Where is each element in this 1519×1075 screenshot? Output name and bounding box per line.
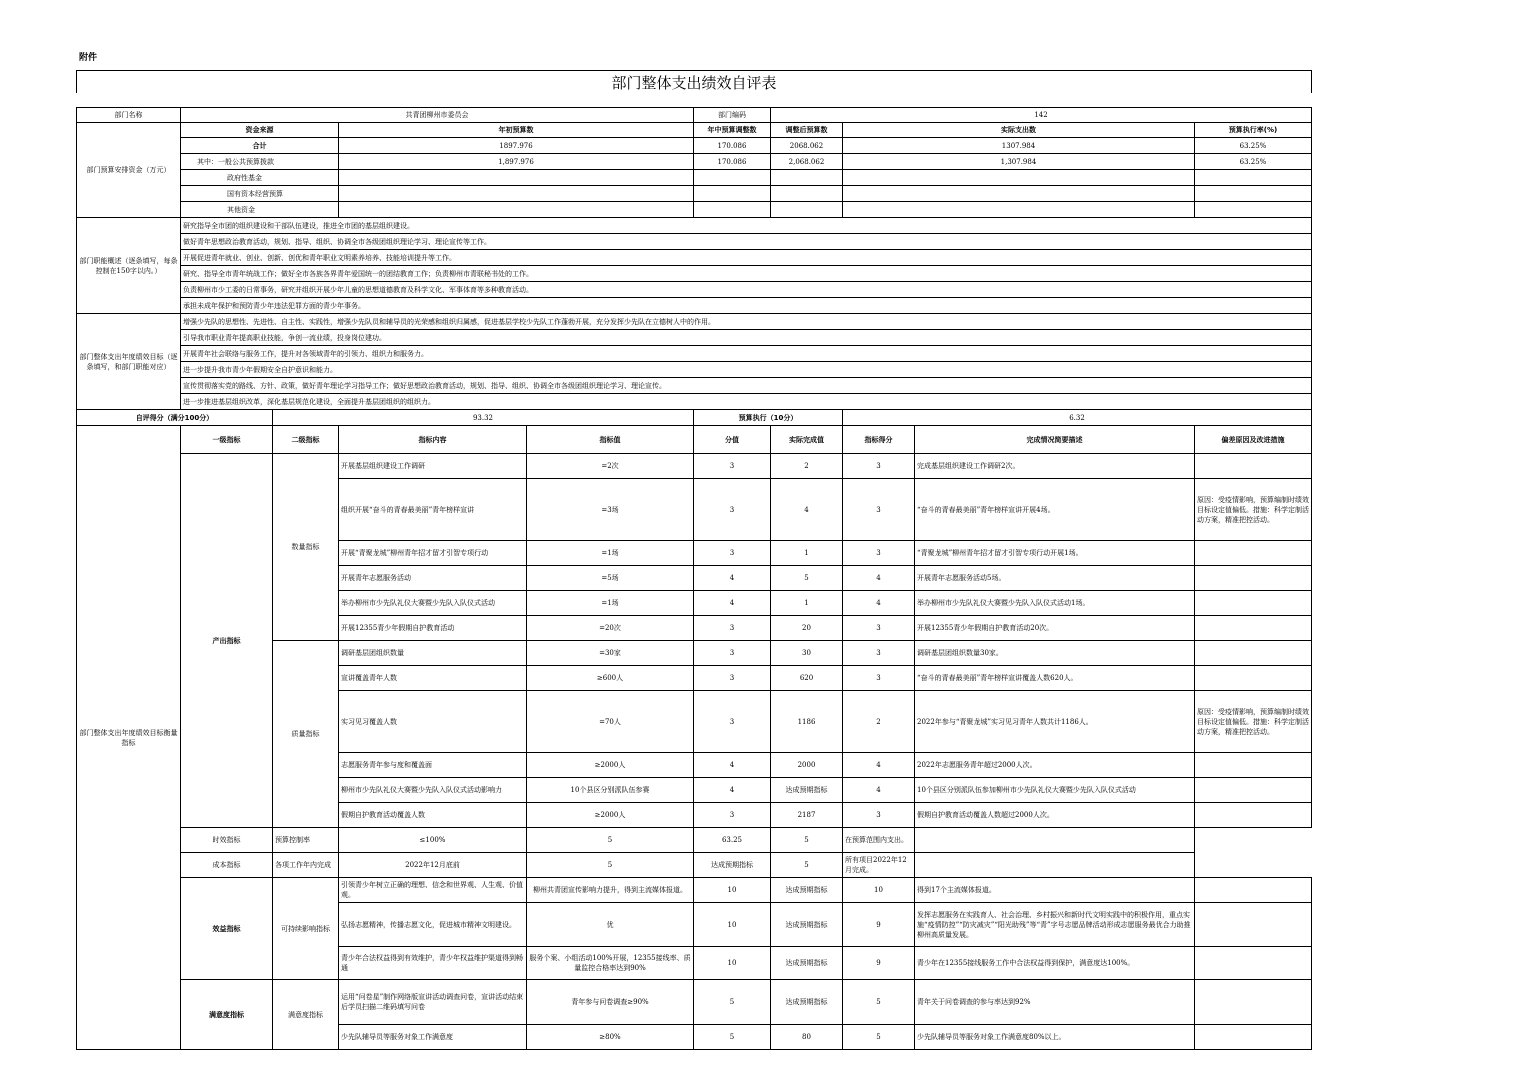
budget-source: 政府性基金 — [181, 170, 339, 186]
indicator-header-row — [77, 426, 1312, 454]
indicator-score: 3 — [843, 641, 915, 666]
indicator-score: 4 — [843, 753, 915, 778]
goal-row — [77, 378, 1312, 394]
goal-row — [77, 346, 1312, 362]
indicator-content: 预算控制率 — [273, 828, 339, 853]
indicator-actual: 达成预期指标 — [771, 778, 843, 803]
indicator-desc: 2022年志愿服务青年超过2000人次。 — [915, 753, 1195, 778]
level2-timeliness: 时效指标 — [181, 828, 273, 853]
level2-quantity: 数量指标 — [273, 454, 339, 641]
indicator-score: 5 — [771, 853, 843, 878]
self-score-label: 自评得分（满分100分） — [77, 410, 273, 426]
function-row — [77, 234, 1312, 250]
level2-quality: 质量指标 — [273, 641, 339, 828]
budget-adjust — [694, 170, 771, 186]
indicator-reason — [915, 828, 1195, 853]
level2-cost: 成本指标 — [181, 853, 273, 878]
function-item: 开展促进青年就业、创业、创新、创优和青年职业文明素养培养、技能培训提升等工作。 — [181, 250, 1312, 266]
indicator-score: 10 — [843, 878, 915, 903]
indicator-row — [77, 454, 1312, 479]
indicator-desc: 少先队辅导员等服务对象工作满意度80%以上。 — [915, 1025, 1195, 1050]
function-row — [77, 266, 1312, 282]
function-item: 研究指导全市团的组织建设和干部队伍建设，推进全市团的基层组织建设。 — [181, 218, 1312, 234]
budget-rate — [1195, 202, 1312, 218]
indicator-score: 9 — [843, 947, 915, 980]
indicator-score: 3 — [843, 803, 915, 828]
budget-initial — [339, 186, 694, 202]
indicator-actual: 达成预期指标 — [771, 980, 843, 1025]
budget-header-row — [77, 123, 1312, 138]
indicator-desc: 10个县区分别派队伍参加柳州市少先队礼仪大赛暨少先队入队仪式活动 — [915, 778, 1195, 803]
indicator-score: 3 — [843, 666, 915, 691]
indicator-actual: 63.25 — [694, 828, 771, 853]
indicator-header: 指标值 — [527, 426, 694, 454]
indicator-reason — [1195, 753, 1312, 778]
budget-row — [77, 186, 1312, 202]
self-score-value: 93.32 — [273, 410, 694, 426]
indicator-points: 5 — [527, 853, 694, 878]
indicator-points: 3 — [694, 803, 771, 828]
budget-after — [771, 202, 843, 218]
indicator-points: 3 — [694, 691, 771, 753]
goal-row — [77, 394, 1312, 410]
indicator-header: 指标得分 — [843, 426, 915, 454]
indicator-score: 2 — [843, 691, 915, 753]
indicator-desc: 所有项目2022年12月完成。 — [843, 853, 915, 878]
level1-benefit: 效益指标 — [181, 878, 273, 980]
indicator-header: 指标内容 — [339, 426, 527, 454]
indicator-actual: 2 — [771, 454, 843, 479]
indicator-row — [77, 980, 1312, 1025]
indicator-content: 弘扬志愿精神，传播志愿文化，促进城市精神文明建设。 — [339, 903, 527, 947]
indicator-target: 青年参与问卷调查≥90% — [527, 980, 694, 1025]
indicator-target: ≥2000人 — [527, 803, 694, 828]
indicator-reason — [1195, 878, 1312, 903]
budget-actual — [843, 170, 1195, 186]
budget-adjust — [694, 186, 771, 202]
indicator-desc: 在预算范围内支出。 — [843, 828, 915, 853]
budget-initial — [339, 202, 694, 218]
indicator-points: 3 — [694, 641, 771, 666]
indicator-actual: 30 — [771, 641, 843, 666]
budget-adjust — [694, 202, 771, 218]
function-item: 研究、指导全市青年统战工作；做好全市各族各界青年爱国统一的团结教育工作；负责柳州市青联秘书处的工作。 — [181, 266, 1312, 282]
indicator-header: 一级指标 — [181, 426, 273, 454]
indicator-points: 10 — [694, 903, 771, 947]
budget-row — [77, 154, 1312, 170]
indicator-actual: 2000 — [771, 753, 843, 778]
dept-row — [77, 108, 1312, 123]
indicator-target: 柳州共青团宣传影响力提升，得到主流媒体报道。 — [527, 878, 694, 903]
indicator-target: ≥600人 — [527, 666, 694, 691]
indicator-content: 运用“问卷星”制作网络版宣讲活动调查问卷，宣讲活动结束后学员扫描二维码填写问卷 — [339, 980, 527, 1025]
budget-actual: 1307.984 — [843, 138, 1195, 154]
dept-name-label: 部门名称 — [77, 108, 181, 123]
budget-header: 年初预算数 — [339, 123, 694, 138]
indicator-points: 3 — [694, 479, 771, 541]
indicator-content: 志愿服务青年参与度和覆盖面 — [339, 753, 527, 778]
functions-label: 部门职能概述（逐条填写，每条控制在150字以内。） — [77, 218, 181, 314]
level2-satisfaction: 满意度指标 — [273, 980, 339, 1050]
dept-code: 142 — [771, 108, 1312, 123]
budget-label: 部门预算安排资金（万元） — [77, 123, 181, 218]
indicator-actual: 1 — [771, 591, 843, 616]
budget-header: 调整后预算数 — [771, 123, 843, 138]
function-item: 承担未成年保护和预防青少年违法犯罪方面的青少年事务。 — [181, 298, 1312, 314]
indicator-desc: 2022年参与“青聚龙城”实习见习青年人数共计1186人。 — [915, 691, 1195, 753]
budget-score-label: 预算执行（10分） — [694, 410, 843, 426]
indicator-content: 开展12355青少年假期自护教育活动 — [339, 616, 527, 641]
budget-rate — [1195, 186, 1312, 202]
indicator-reason — [1195, 778, 1312, 803]
indicator-reason — [1195, 980, 1312, 1025]
indicator-content: 青少年合法权益得到有效维护，青少年权益维护渠道得到畅通 — [339, 947, 527, 980]
indicator-reason — [1195, 566, 1312, 591]
indicator-reason — [1195, 641, 1312, 666]
budget-after: 2,068.062 — [771, 154, 843, 170]
indicator-points: 5 — [694, 980, 771, 1025]
indicator-points: 4 — [694, 566, 771, 591]
indicator-reason — [915, 853, 1195, 878]
indicator-actual: 20 — [771, 616, 843, 641]
budget-source: 其他资金 — [181, 202, 339, 218]
indicator-content: 开展“青聚龙城”柳州青年招才留才引智专项行动 — [339, 541, 527, 566]
indicator-header: 偏差原因及改进措施 — [1195, 426, 1312, 454]
budget-actual — [843, 202, 1195, 218]
budget-adjust: 170.086 — [694, 154, 771, 170]
budget-actual: 1,307.984 — [843, 154, 1195, 170]
indicator-actual: 1186 — [771, 691, 843, 753]
budget-after: 2068.062 — [771, 138, 843, 154]
indicator-content: 少先队辅导员等服务对象工作满意度 — [339, 1025, 527, 1050]
budget-header: 实际支出数 — [843, 123, 1195, 138]
indicator-row — [77, 853, 1312, 878]
budget-source: 合计 — [181, 138, 339, 154]
indicator-content: 开展基层组织建设工作调研 — [339, 454, 527, 479]
indicator-actual: 4 — [771, 479, 843, 541]
indicator-actual: 1 — [771, 541, 843, 566]
indicator-score: 4 — [843, 566, 915, 591]
budget-source: 其中：一般公共预算拨款 — [181, 154, 339, 170]
indicator-header: 分值 — [694, 426, 771, 454]
indicator-desc: 青年关于问卷调查的参与率达到92% — [915, 980, 1195, 1025]
indicator-reason — [1195, 947, 1312, 980]
goal-item: 宣传贯彻落实党的路线、方针、政策，做好青年理论学习指导工作；做好思想政治教育活动，规划、指导、组织、协调全市各级团组织理论学习、理论宣传。 — [181, 378, 1312, 394]
indicator-content: 举办柳州市少先队礼仪大赛暨少先队入队仪式活动 — [339, 591, 527, 616]
indicator-points: 4 — [694, 591, 771, 616]
indicator-desc: 得到17个主流媒体报道。 — [915, 878, 1195, 903]
indicator-points: 5 — [527, 828, 694, 853]
indicator-actual: 80 — [771, 1025, 843, 1050]
budget-header: 预算执行率(%) — [1195, 123, 1312, 138]
budget-after — [771, 170, 843, 186]
function-row — [77, 250, 1312, 266]
indicator-actual: 5 — [771, 566, 843, 591]
level1-satisfaction: 满意度指标 — [181, 980, 273, 1050]
indicator-score: 5 — [771, 828, 843, 853]
goal-item: 开展青年社会联络与服务工作，提升对各领域青年的引领力、组织力和服务力。 — [181, 346, 1312, 362]
indicator-actual: 达成预期指标 — [771, 903, 843, 947]
indicator-content: 实习见习覆盖人数 — [339, 691, 527, 753]
indicator-actual: 达成预期指标 — [771, 947, 843, 980]
budget-rate: 63.25% — [1195, 154, 1312, 170]
function-row — [77, 298, 1312, 314]
indicator-points: 3 — [694, 616, 771, 641]
budget-initial: 1897.976 — [339, 138, 694, 154]
indicator-reason: 原因：受疫情影响，预算编制时绩效目标设定值偏低。措施：科学定制活动方案，精准把控活动。 — [1195, 691, 1312, 753]
goal-row — [77, 314, 1312, 330]
function-row — [77, 218, 1312, 234]
goal-item: 引导我市职业青年提高职业技能，争创一流业绩，投身岗位建功。 — [181, 330, 1312, 346]
level2-sustainable: 可持续影响指标 — [273, 878, 339, 980]
budget-score-value: 6.32 — [843, 410, 1312, 426]
indicator-target: =3场 — [527, 479, 694, 541]
indicator-target: 服务个案、小组活动100%开展，12355接线率、质量监控合格率达到90% — [527, 947, 694, 980]
budget-adjust: 170.086 — [694, 138, 771, 154]
indicator-points: 10 — [694, 878, 771, 903]
indicator-content: 宣讲覆盖青年人数 — [339, 666, 527, 691]
indicator-reason — [1195, 903, 1312, 947]
indicator-content: 各项工作年内完成 — [273, 853, 339, 878]
indicator-desc: “奋斗的青春最美丽”青年榜样宣讲覆盖人数620人。 — [915, 666, 1195, 691]
indicator-target: =70人 — [527, 691, 694, 753]
indicator-desc: 完成基层组织建设工作调研2次。 — [915, 454, 1195, 479]
indicator-target: ≥80% — [527, 1025, 694, 1050]
indicator-points: 3 — [694, 541, 771, 566]
indicator-score: 5 — [843, 980, 915, 1025]
function-row — [77, 282, 1312, 298]
budget-rate — [1195, 170, 1312, 186]
indicator-desc: 开展青年志愿服务活动5场。 — [915, 566, 1195, 591]
indicator-score: 3 — [843, 541, 915, 566]
indicators-section-label: 部门整体支出年度绩效目标衡量指标 — [77, 426, 181, 1050]
indicator-target: =20次 — [527, 616, 694, 641]
indicator-score: 3 — [843, 616, 915, 641]
indicator-desc: 调研基层团组织数量30家。 — [915, 641, 1195, 666]
indicator-header: 实际完成值 — [771, 426, 843, 454]
indicator-content: 假期自护教育活动覆盖人数 — [339, 803, 527, 828]
indicator-target: =1场 — [527, 591, 694, 616]
goal-row — [77, 330, 1312, 346]
indicator-header: 完成情况简要描述 — [915, 426, 1195, 454]
indicator-target: =2次 — [527, 454, 694, 479]
indicator-score: 5 — [843, 1025, 915, 1050]
attachment-label: 附件 — [79, 53, 98, 63]
indicator-target: =30家 — [527, 641, 694, 666]
function-item: 负责柳州市少工委的日常事务，研究并组织开展少年儿童的思想道德教育及科学文化、军事体育等多种教育活动。 — [181, 282, 1312, 298]
indicator-desc: 开展12355青少年假期自护教育活动20次。 — [915, 616, 1195, 641]
budget-rate: 63.25% — [1195, 138, 1312, 154]
indicator-points: 3 — [694, 666, 771, 691]
indicator-reason — [1195, 666, 1312, 691]
indicator-target: 10个县区分别派队伍参赛 — [527, 778, 694, 803]
budget-actual — [843, 186, 1195, 202]
indicator-actual: 2187 — [771, 803, 843, 828]
indicator-actual: 620 — [771, 666, 843, 691]
indicator-points: 4 — [694, 753, 771, 778]
indicator-desc: 假期自护教育活动覆盖人数超过2000人次。 — [915, 803, 1195, 828]
budget-initial: 1,897.976 — [339, 154, 694, 170]
indicator-header: 二级指标 — [273, 426, 339, 454]
indicator-content: 组织开展“奋斗的青春最美丽”青年榜样宣讲 — [339, 479, 527, 541]
budget-header: 资金来源 — [181, 123, 339, 138]
indicator-score: 4 — [843, 778, 915, 803]
indicator-row — [77, 828, 1312, 853]
indicator-score: 9 — [843, 903, 915, 947]
level1-output: 产出指标 — [181, 454, 273, 828]
budget-after — [771, 186, 843, 202]
indicator-content: 引领青少年树立正确的理想、信念和世界观、人生观、价值观。 — [339, 878, 527, 903]
indicator-score: 3 — [843, 454, 915, 479]
indicator-points: 10 — [694, 947, 771, 980]
indicator-desc: 发挥志愿服务在实践育人、社会治理、乡村振兴和新时代文明实践中的积极作用，重点实施“疫情防控”“防灾减灾”“阳光助残”等“青”字号志愿品牌活动形成志愿服务最优合力助推柳州高质量发展。 — [915, 903, 1195, 947]
indicator-reason — [1195, 541, 1312, 566]
indicator-desc: “青聚龙城”柳州青年招才留才引智专项行动开展1场。 — [915, 541, 1195, 566]
function-item: 做好青年思想政治教育活动，规划、指导、组织、协调全市各级团组织理论学习、理论宣传等工作。 — [181, 234, 1312, 250]
indicator-points: 5 — [694, 1025, 771, 1050]
indicator-desc: 青少年在12355接线服务工作中合法权益得到保护，满意度达100%。 — [915, 947, 1195, 980]
indicator-content: 调研基层团组织数量 — [339, 641, 527, 666]
budget-initial — [339, 170, 694, 186]
goal-row — [77, 362, 1312, 378]
indicator-content: 开展青年志愿服务活动 — [339, 566, 527, 591]
budget-row — [77, 170, 1312, 186]
indicator-row — [77, 878, 1312, 903]
score-row — [77, 410, 1312, 426]
indicator-reason — [1195, 591, 1312, 616]
indicator-reason — [1195, 616, 1312, 641]
indicator-actual: 达成预期指标 — [694, 853, 771, 878]
budget-row — [77, 202, 1312, 218]
dept-name: 共青团柳州市委员会 — [181, 108, 694, 123]
indicator-target: ≥2000人 — [527, 753, 694, 778]
indicator-desc: “奋斗的青春最美丽”青年榜样宣讲开展4场。 — [915, 479, 1195, 541]
goal-item: 进一步提升我市青少年假期安全自护意识和能力。 — [181, 362, 1312, 378]
indicator-target: 2022年12月底前 — [339, 853, 527, 878]
indicator-actual: 达成预期指标 — [771, 878, 843, 903]
indicator-reason — [1195, 803, 1312, 828]
budget-header: 年中预算调整数 — [694, 123, 771, 138]
budget-source: 国有资本经营预算 — [181, 186, 339, 202]
indicator-target: =5场 — [527, 566, 694, 591]
budget-row — [77, 138, 1312, 154]
evaluation-table — [76, 107, 1312, 1050]
indicator-reason: 原因：受疫情影响，预算编制时绩效目标设定值偏低。措施：科学定制活动方案，精准把控活动。 — [1195, 479, 1312, 541]
indicator-desc: 举办柳州市少先队礼仪大赛暨少先队入队仪式活动1场。 — [915, 591, 1195, 616]
indicator-points: 4 — [694, 778, 771, 803]
goal-item: 进一步推进基层组织改革，深化基层规范化建设，全面提升基层团组织的组织力。 — [181, 394, 1312, 410]
goals-label: 部门整体支出年度绩效目标（逐条填写，和部门职能对应） — [77, 314, 181, 410]
indicator-target: =1场 — [527, 541, 694, 566]
indicator-content: 柳州市少先队礼仪大赛暨少先队入队仪式活动影响力 — [339, 778, 527, 803]
indicator-target: ≤100% — [339, 828, 527, 853]
dept-code-label: 部门编码 — [694, 108, 771, 123]
page-title: 部门整体支出绩效自评表 — [76, 70, 1312, 93]
indicator-target: 优 — [527, 903, 694, 947]
indicator-score: 3 — [843, 479, 915, 541]
indicator-reason — [1195, 1025, 1312, 1050]
indicator-score: 4 — [843, 591, 915, 616]
indicator-reason — [1195, 454, 1312, 479]
goal-item: 增强少先队的思想性、先进性、自主性、实践性，增强少先队员和辅导员的光荣感和组织归属感，促进基层学校少先队工作蓬勃开展，充分发挥少先队在立德树人中的作用。 — [181, 314, 1312, 330]
indicator-points: 3 — [694, 454, 771, 479]
